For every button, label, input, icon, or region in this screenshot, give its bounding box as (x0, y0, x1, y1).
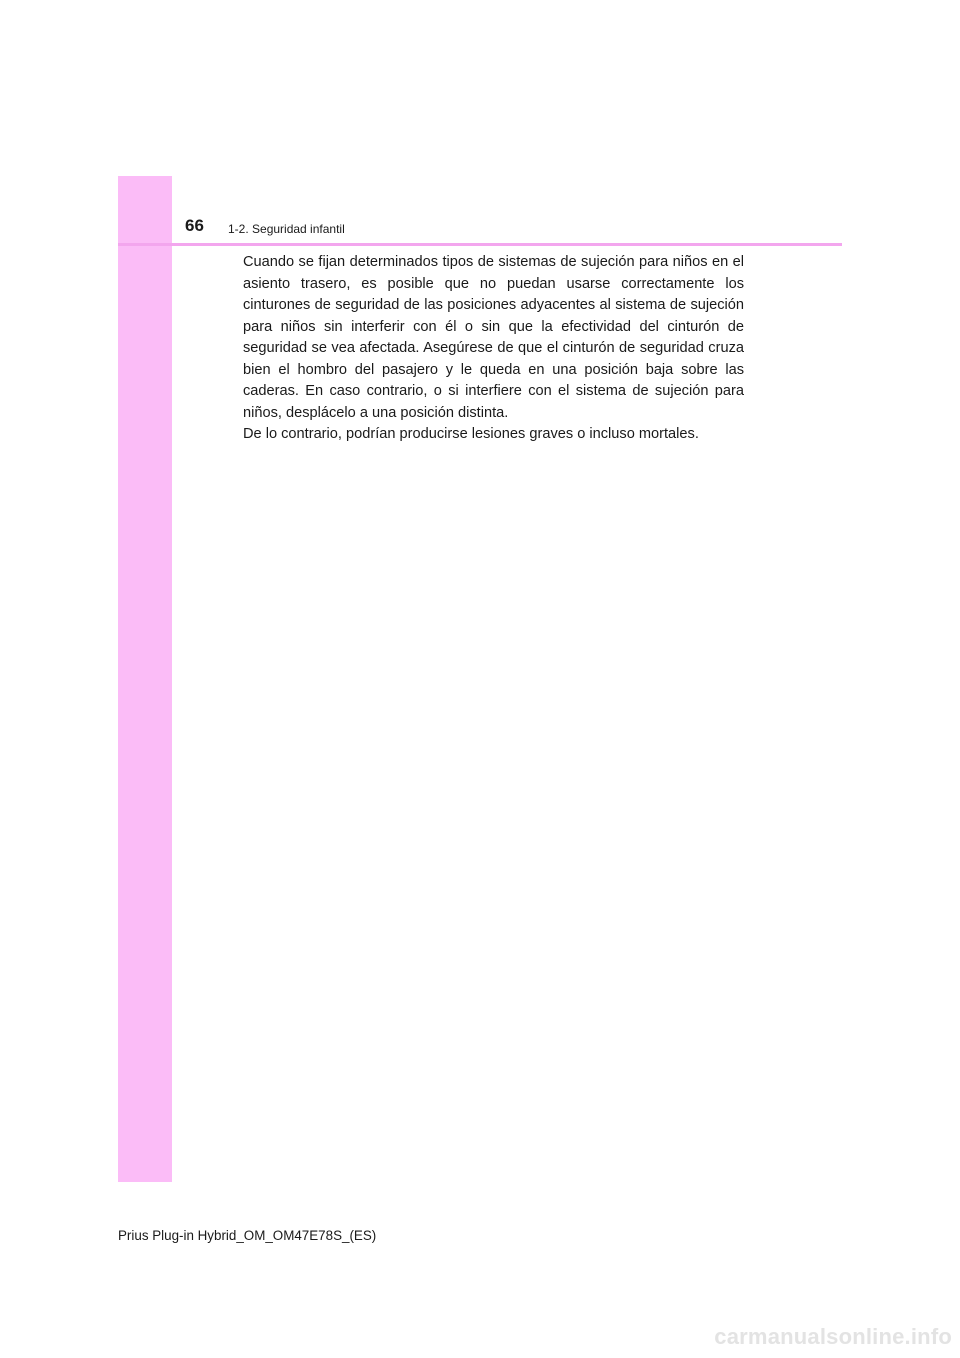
footer-document-id: Prius Plug-in Hybrid_OM_OM47E78S_(ES) (118, 1228, 377, 1243)
section-title: 1-2. Seguridad infantil (228, 222, 345, 236)
page-number: 66 (185, 216, 204, 235)
header-rule (118, 243, 842, 246)
body-text (243, 252, 744, 446)
body-paragraph-consequence: De lo contrario, podrían producirse lesiones graves o incluso mortales. (243, 426, 699, 442)
body-paragraph-warning: Cuando se fijan determinados tipos de sistemas de sujeción para niños en el asiento trasero, es posible que no puedan usarse correctamente los cinturones de seguridad de las posiciones adyacentes al sistema de sujeción para niños sin interferir con él o sin que la efectividad del cinturón de seguridad se vea afectada. Asegúrese de que el cinturón de seguridad cruza bien el hombro del pasajero y le queda en una posición baja sobre las caderas. En caso contrario, o si interfiere con el sistema de sujeción para niños, desplácelo a una posición distinta. (243, 254, 744, 421)
watermark: carmanualsonline.info (714, 1324, 952, 1349)
side-tab-band (118, 176, 172, 1182)
